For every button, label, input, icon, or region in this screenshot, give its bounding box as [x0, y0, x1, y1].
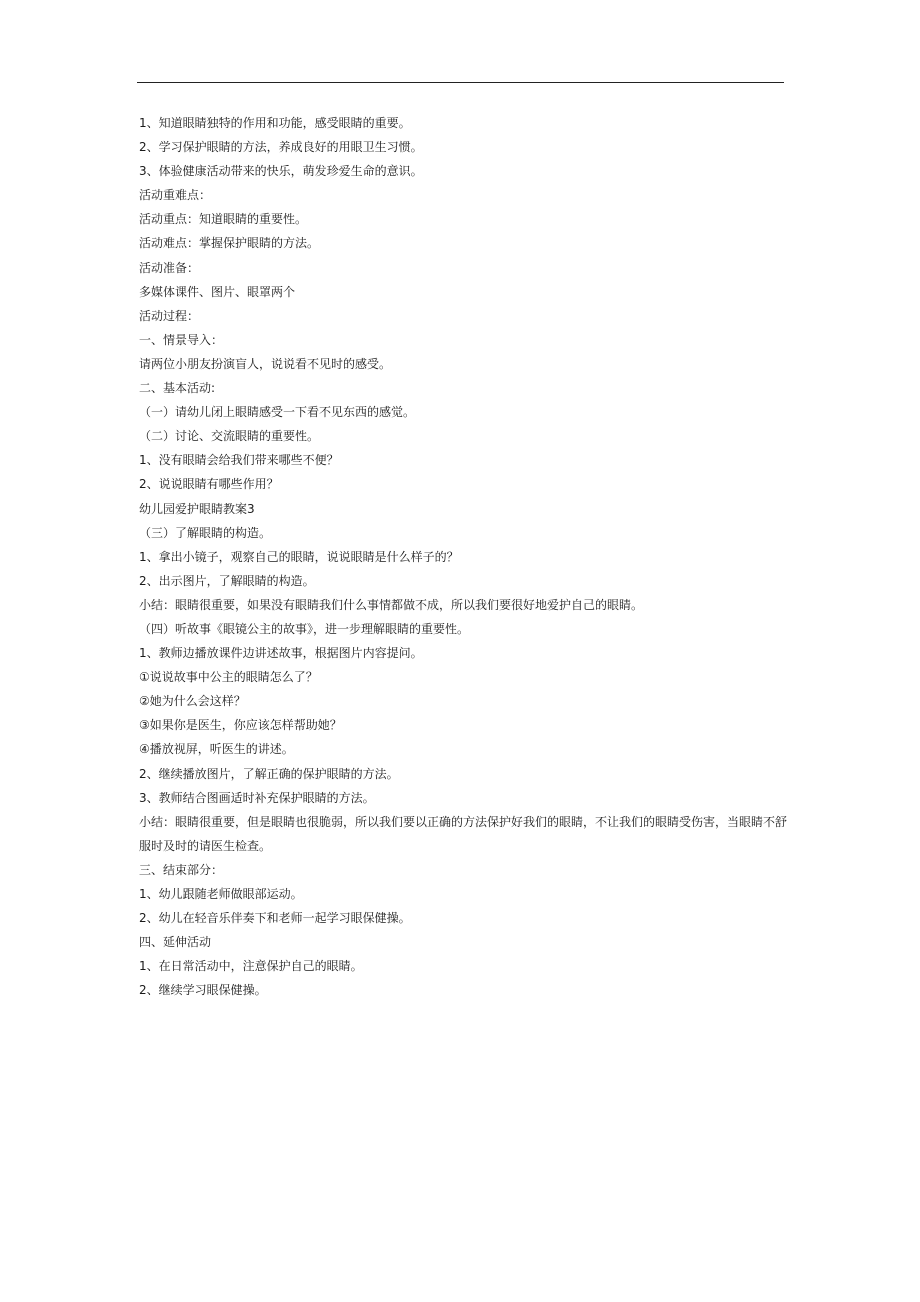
text-line: 2、说说眼睛有哪些作用？: [139, 477, 279, 492]
text-line: （四）听故事《眼镜公主的故事》，进一步理解眼睛的重要性。: [139, 621, 470, 636]
section-heading: 一、情景导入：: [139, 332, 224, 347]
document-subtitle: 幼儿园爱护眼睛教案3: [139, 501, 255, 516]
document-body: [139, 111, 789, 1002]
section-heading: 二、基本活动:: [139, 381, 216, 396]
text-line: （一）请幼儿闭上眼睛感受一下看不见东西的感觉。: [139, 405, 416, 420]
section-heading: 四、延伸活动: [139, 935, 212, 950]
text-line: 1、知道眼睛独特的作用和功能，感受眼睛的重要。: [139, 116, 411, 130]
text-line: ③如果你是医生，你应该怎样帮助她？: [139, 718, 342, 733]
section-heading: 活动重难点：: [139, 188, 212, 203]
text-line: 1、幼儿跟随老师做眼部运动。: [139, 887, 303, 901]
text-line: 请两位小朋友扮演盲人，说说看不见时的感受。: [139, 356, 392, 371]
text-line: ②她为什么会这样？: [139, 694, 246, 709]
text-line: 1、拿出小镜子，观察自己的眼睛，说说眼睛是什么样子的？: [139, 549, 459, 564]
header-rule: [137, 82, 784, 83]
text-line: 1、在日常活动中，注意保护自己的眼睛。: [139, 959, 363, 974]
text-line: 2、继续播放图片，了解正确的保护眼睛的方法。: [139, 766, 399, 781]
text-line: ①说说故事中公主的眼睛怎么了？: [139, 670, 318, 685]
text-line: 活动难点：掌握保护眼睛的方法。: [139, 236, 320, 251]
text-line: （二）讨论、交流眼睛的重要性。: [139, 429, 320, 444]
section-heading: 活动准备：: [139, 260, 200, 275]
text-line: 2、继续学习眼保健操。: [139, 983, 267, 998]
text-line: 活动重点：知道眼睛的重要性。: [139, 212, 308, 227]
text-line: 1、教师边播放课件边讲述故事，根据图片内容提问。: [139, 646, 423, 661]
text-line: 3、教师结合图画适时补充保护眼睛的方法。: [139, 790, 375, 805]
text-line: 多媒体课件、图片、眼罩两个: [139, 284, 296, 299]
section-heading: 三、结束部分：: [139, 862, 224, 877]
text-line: 1、没有眼睛会给我们带来哪些不便？: [139, 453, 339, 468]
text-line: 小结：眼睛很重要，如果没有眼睛我们什么事情都做不成，所以我们要很好地爱护自己的眼睛。: [139, 597, 644, 612]
text-line: ④播放视屏，听医生的讲述。: [139, 742, 294, 757]
text-line: 3、体验健康活动带来的快乐，萌发珍爱生命的意识。: [139, 164, 423, 179]
text-line: （三）了解眼睛的构造。: [139, 525, 272, 540]
summary-paragraph: 小结：眼睛很重要，但是眼睛也很脆弱，所以我们要以正确的方法保护好我们的眼睛，不让我们的眼睛受伤害，当眼睛不舒服时及时的请医生检查。: [139, 814, 788, 853]
text-line: 2、学习保护眼睛的方法，养成良好的用眼卫生习惯。: [139, 140, 423, 155]
section-heading: 活动过程：: [139, 308, 200, 323]
text-line: 2、出示图片，了解眼睛的构造。: [139, 573, 315, 588]
text-line: 2、幼儿在轻音乐伴奏下和老师一起学习眼保健操。: [139, 911, 411, 926]
